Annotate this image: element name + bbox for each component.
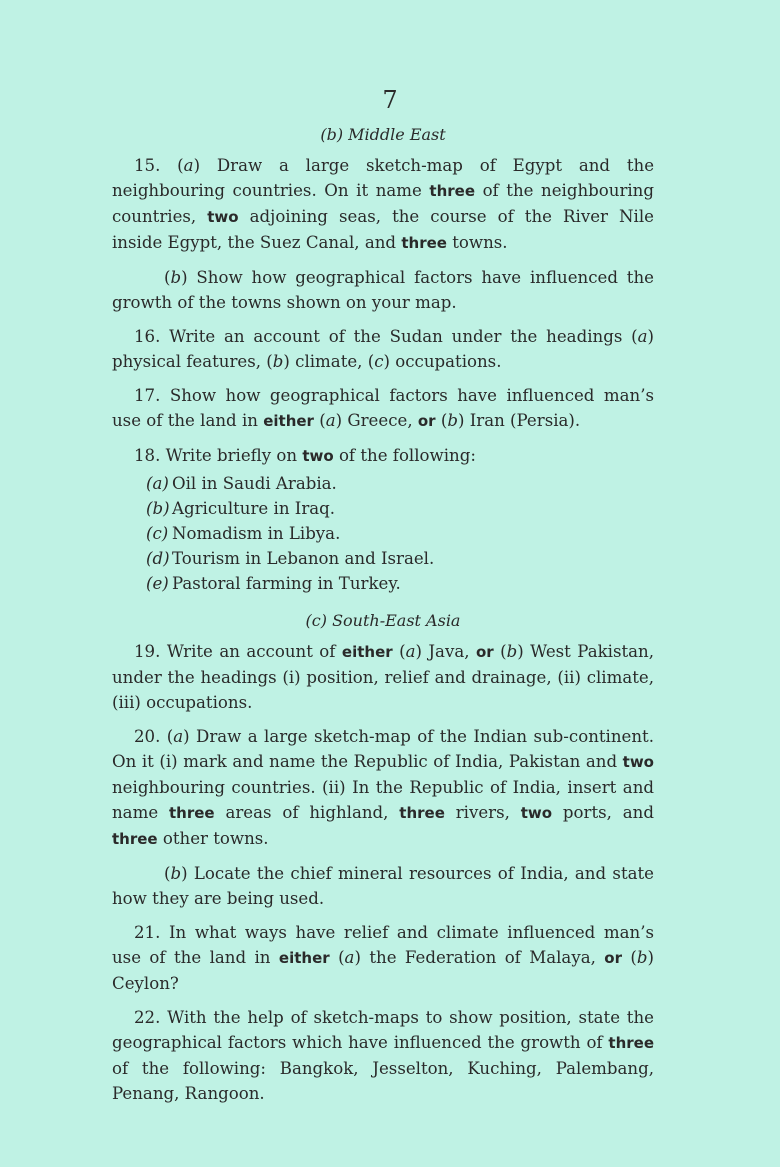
question-15b: (b) Show how geographical factors have influenced the growth of the towns shown on your map. — [112, 268, 654, 312]
list-item: (e) Pastoral farming in Turkey. — [146, 574, 401, 593]
question-19: 19. Write an account of either (a) Java, or (b) West Pakistan, under the headings (i) position, relief and drainage, (ii) climate, (iii) occupations. — [112, 642, 654, 712]
question-20b: (b) Locate the chief mineral resources of India, and state how they are being used. — [112, 864, 654, 908]
question-21: 21. In what ways have relief and climate influenced man’s use of the land in either (a) the Federation of Malaya, or (b) Ceylon? — [112, 923, 654, 993]
section-title: Middle East — [348, 125, 446, 144]
question-15a: 15. (a) Draw a large sketch-map of Egypt and the neighbouring countries. On it name three of the neighbouring countries, two adjoining seas, the course of the River Nile inside Egypt, the Suez Canal, and three towns. — [112, 156, 655, 252]
question-22: 22. With the help of sketch-maps to show position, state the geographical factors which have influenced the growth of three of the following: Bangkok, Jesselton, Kuching, Palembang, Penang, Rangoon. — [112, 1008, 654, 1103]
section-title: South-East Asia — [332, 611, 461, 630]
section-label: (c) — [305, 611, 327, 630]
section-heading-middle-east — [112, 122, 654, 147]
list-item: (a) Oil in Saudi Arabia. — [146, 474, 337, 493]
section-heading-south-east-asia — [112, 608, 654, 633]
list-item: (b) Agriculture in Iraq. — [146, 499, 336, 518]
question-18-options — [146, 471, 654, 596]
question-16: 16. Write an account of the Sudan under the headings (a) physical features, (b) climate, (c) occupations. — [112, 327, 654, 371]
question-17: 17. Show how geographical factors have influenced man’s use of the land in either (a) Greece, or (b) Iran (Persia). — [112, 386, 654, 430]
list-item: (d) Tourism in Lebanon and Israel. — [146, 549, 435, 568]
question-20a: 20. (a) Draw a large sketch-map of the Indian sub-continent. On it (i) mark and name the Republic of India, Pakistan and two neighbouring countries. (ii) In the Republic of India, insert and name three areas of highland, three rivers, two ports, and three other towns. — [112, 727, 654, 848]
section-label: (b) — [320, 125, 344, 144]
question-18: 18. Write briefly on two of the following: — [134, 446, 476, 465]
page-number: 7 — [382, 86, 398, 114]
list-item: (c) Nomadism in Libya. — [146, 524, 341, 543]
